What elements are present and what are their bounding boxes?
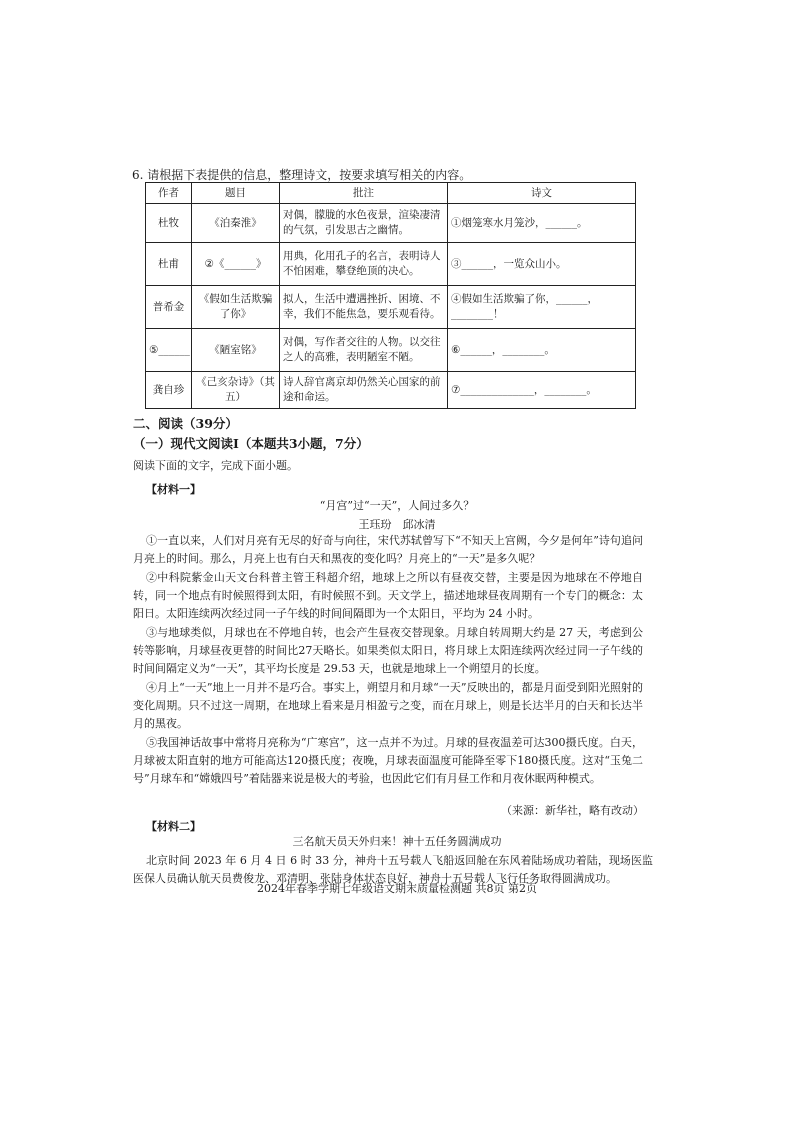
cell-note: 对偶，朦胧的水色夜景，渲染凄清的气氛，引发思古之幽情。 bbox=[280, 204, 448, 243]
source-note: （来源：新华社，略有改动） bbox=[501, 804, 644, 817]
table-row bbox=[146, 372, 636, 409]
material-2-title: 三名航天员天外归来！神十五任务圆满成功 bbox=[292, 835, 502, 848]
cell-title: 《己亥杂诗》（其五） bbox=[192, 372, 280, 409]
table-header-row bbox=[146, 183, 636, 204]
cell-note: 诗人辞官离京却仍然关心国家的前途和命运。 bbox=[280, 372, 448, 409]
material-1-authors: 王珏玢 邱冰清 bbox=[358, 518, 436, 531]
table-row bbox=[146, 204, 636, 243]
cell-author: ⑤______ bbox=[146, 329, 192, 372]
material-2-label: 【材料二】 bbox=[146, 820, 201, 833]
table-row bbox=[146, 329, 636, 372]
cell-title: 《泊秦淮》 bbox=[192, 204, 280, 243]
cell-poem: ①烟笼寒水月笼沙，______。 bbox=[448, 204, 636, 243]
material-1-title: “月宫”过“一天”，人间过多久？ bbox=[319, 499, 475, 512]
cell-note: 对偶，写作者交往的人物。以交往之人的高雅，表明陋室不陋。 bbox=[280, 329, 448, 372]
table-row bbox=[146, 243, 636, 286]
cell-poem: ⑥______，________。 bbox=[448, 329, 636, 372]
instructions: 阅读下面的文字，完成下面小题。 bbox=[133, 459, 298, 472]
header-author: 作者 bbox=[146, 183, 192, 204]
page-footer: 2024年春季学期七年级语文期末质量检测题 共8页 第2页 bbox=[257, 882, 537, 895]
header-title: 题目 bbox=[192, 183, 280, 204]
cell-title: ②《______》 bbox=[192, 243, 280, 286]
paragraph-4: ④月上“一天”地上一月并不是巧合。事实上，朔望月和月球“一天”反映出的，都是月面受到阳光照射的变化周期。只不过这一周期，在地球上看来是月相盈亏之变，而在月球上，则是长达半月的白天和长达半月的黑夜。 bbox=[133, 681, 643, 731]
header-note: 批注 bbox=[280, 183, 448, 204]
paragraph-2: ②中科院紫金山天文台科普主管王科超介绍，地球上之所以有昼夜交替，主要是因为地球在不停地自转，同一个地点有时候照得到太阳，有时候照不到。天文学上，描述地球昼夜周期有一个专门的概念：太阳日。太阳连续两次经过同一子午线的时间间隔即为一个太阳日，平均为 24 小时。 bbox=[133, 571, 643, 621]
question-6-prompt: 6. 请根据下表提供的信息，整理诗文，按要求填写相关的内容。 bbox=[132, 168, 472, 182]
section-2-heading: 二、阅读（39分） bbox=[133, 416, 238, 431]
cell-author: 杜甫 bbox=[146, 243, 192, 286]
cell-poem: ⑦______________，________。 bbox=[448, 372, 636, 409]
cell-poem: ④假如生活欺骗了你，______，________！ bbox=[448, 286, 636, 329]
paragraph-3: ③与地球类似，月球也在不停地自转，也会产生昼夜交替现象。月球自转周期大约是 27 天，考虑到公转等影响，月球昼夜更替的时间比27天略长。如果类似太阳日，将月球上太阳连续两次经过同一子午线的时间间隔定义为“一天”，其平均长度是 29.53 天，也就是地球上一个朔望月的长度。 bbox=[133, 626, 643, 676]
paragraph-1: ①一直以来，人们对月亮有无尽的好奇与向往，宋代苏轼曾写下“不知天上宫阙，今夕是何年”诗句追问月亮上的时间。那么，月亮上也有白天和黑夜的变化吗？月亮上的“一天”是多久呢？ bbox=[133, 534, 643, 566]
cell-author: 普希金 bbox=[146, 286, 192, 329]
cell-poem: ③______，一览众山小。 bbox=[448, 243, 636, 286]
poem-table bbox=[145, 182, 636, 409]
paragraph-5: ⑤我国神话故事中常将月亮称为“广寒宫”，这一点并不为过。月球的昼夜温差可达300摄氏度。白天，月球被太阳直射的地方可能高达120摄氏度；夜晚，月球表面温度可能降至零下180摄氏度。这对“玉兔二号”月球车和“嫦娥四号”着陆器来说是极大的考验，也因此它们有月昼工作和月夜休眠两种模式。 bbox=[133, 736, 643, 786]
cell-note: 拟人，生活中遭遇挫折、困境、不幸，我们不能焦急，要乐观看待。 bbox=[280, 286, 448, 329]
cell-title: 《假如生活欺骗了你》 bbox=[192, 286, 280, 329]
subsection-heading: （一）现代文阅读Ⅰ（本题共3小题，7分） bbox=[133, 436, 369, 451]
paragraph-6: 北京时间 2023 年 6 月 4 日 6 时 33 分，神舟十五号载人飞船返回舱在东风着陆场成功着陆，现场医监医保人员确认航天员费俊龙、邓清明、张陆身体状态良好，神舟十五号载人飞行任务取得圆满成功。 bbox=[133, 854, 653, 886]
header-poem: 诗文 bbox=[448, 183, 636, 204]
cell-title: 《陋室铭》 bbox=[192, 329, 280, 372]
material-1-label: 【材料一】 bbox=[146, 483, 201, 496]
cell-author: 杜牧 bbox=[146, 204, 192, 243]
table-row bbox=[146, 286, 636, 329]
cell-author: 龚自珍 bbox=[146, 372, 192, 409]
cell-note: 用典，化用孔子的名言，表明诗人不怕困难，攀登绝顶的决心。 bbox=[280, 243, 448, 286]
